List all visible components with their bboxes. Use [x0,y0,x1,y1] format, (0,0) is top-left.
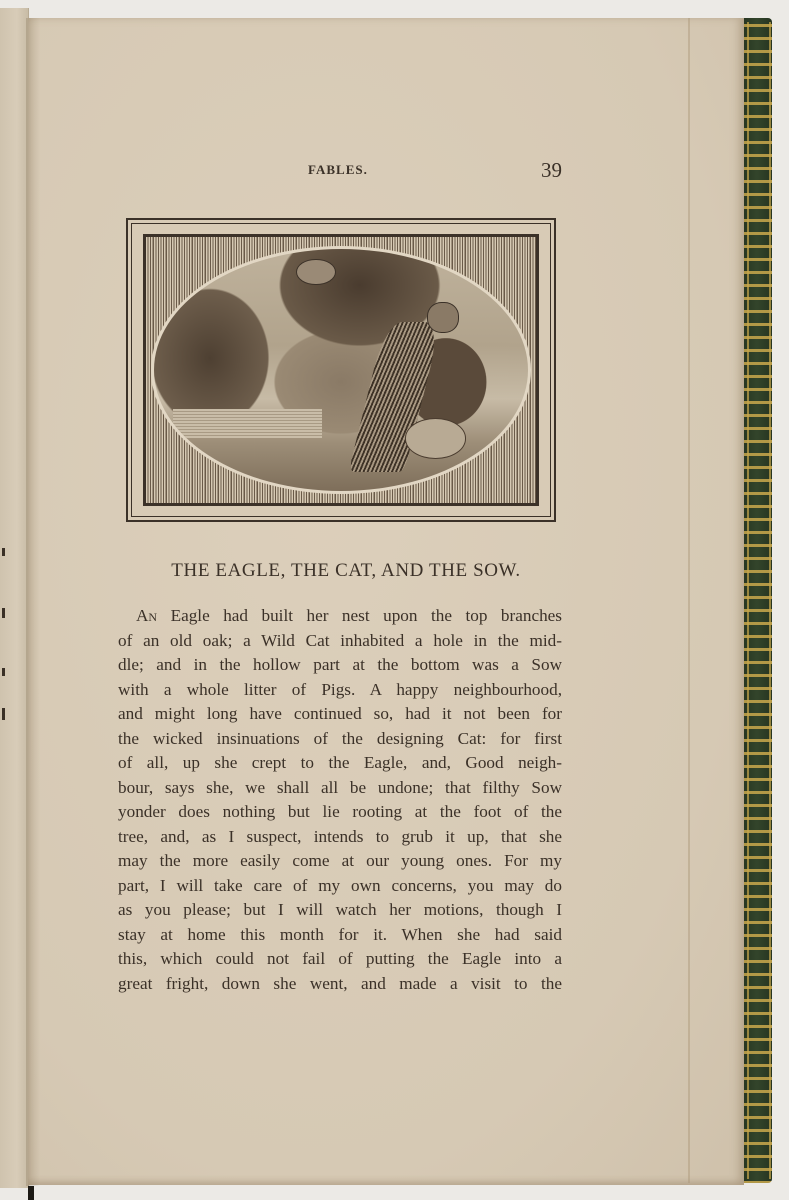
body-line: may the more easily come at our young ones. For my [118,851,562,870]
left-page-text-mark [2,668,5,676]
cat-figure [427,302,459,333]
page-number: 39 [541,158,562,182]
book-page [28,18,744,1185]
body-line: the wicked insinuations of the designing Cat: for first [118,728,562,748]
body-line: and might long have continued so, had it not been for [118,704,562,723]
body-line: bour, says she, we shall all be undone; that filthy Sow [118,777,562,797]
left-page-edge [0,8,29,1188]
body-line: part, I will take care of my own concerns, you may do [118,875,562,895]
binding-shadow [28,1186,34,1200]
body-line: stay at home this month for it. When she had said [118,924,562,944]
body-line: dle; and in the hollow part at the bottom was a Sow [118,655,562,674]
running-title: FABLES. [308,162,368,177]
body-line: great fright, down she went, and made a visit to the [118,973,562,993]
book-cover-edge [742,18,772,1183]
running-head [130,158,562,182]
body-line: An Eagle had built her nest upon the top branches [136,606,562,625]
engraving-hatched-frame [143,234,539,506]
page-fold [688,18,690,1183]
left-page-text-mark [2,548,5,556]
drop-word: An [136,606,158,625]
body-line: of an old oak; a Wild Cat inhabited a hole in the mid- [118,630,562,650]
engraving-scene [154,249,528,491]
gilt-border [747,22,771,1179]
fable-title: THE EAGLE, THE CAT, AND THE SOW. [171,560,521,581]
engraving-illustration [126,218,556,522]
oval-frame [151,246,531,494]
body-line: of all, up she crept to the Eagle, and, Good neigh- [118,753,562,772]
body-line: with a whole litter of Pigs. A happy neighbourhood, [118,679,562,699]
spine-shadow [26,18,40,1186]
river [173,409,323,438]
body-line: as you please; but I will watch her motions, though I [118,900,562,919]
eagle-figure [296,259,335,285]
body-line: yonder does nothing but lie rooting at the foot of the [118,802,562,821]
body-line: tree, and, as I suspect, intends to grub it up, that she [118,826,562,846]
left-page-text-mark [2,608,5,618]
body-line: this, which could not fail of putting the Eagle into a [118,949,562,968]
sow-figure [405,418,467,459]
left-page-text-mark [2,708,5,720]
fable-body [118,604,562,996]
